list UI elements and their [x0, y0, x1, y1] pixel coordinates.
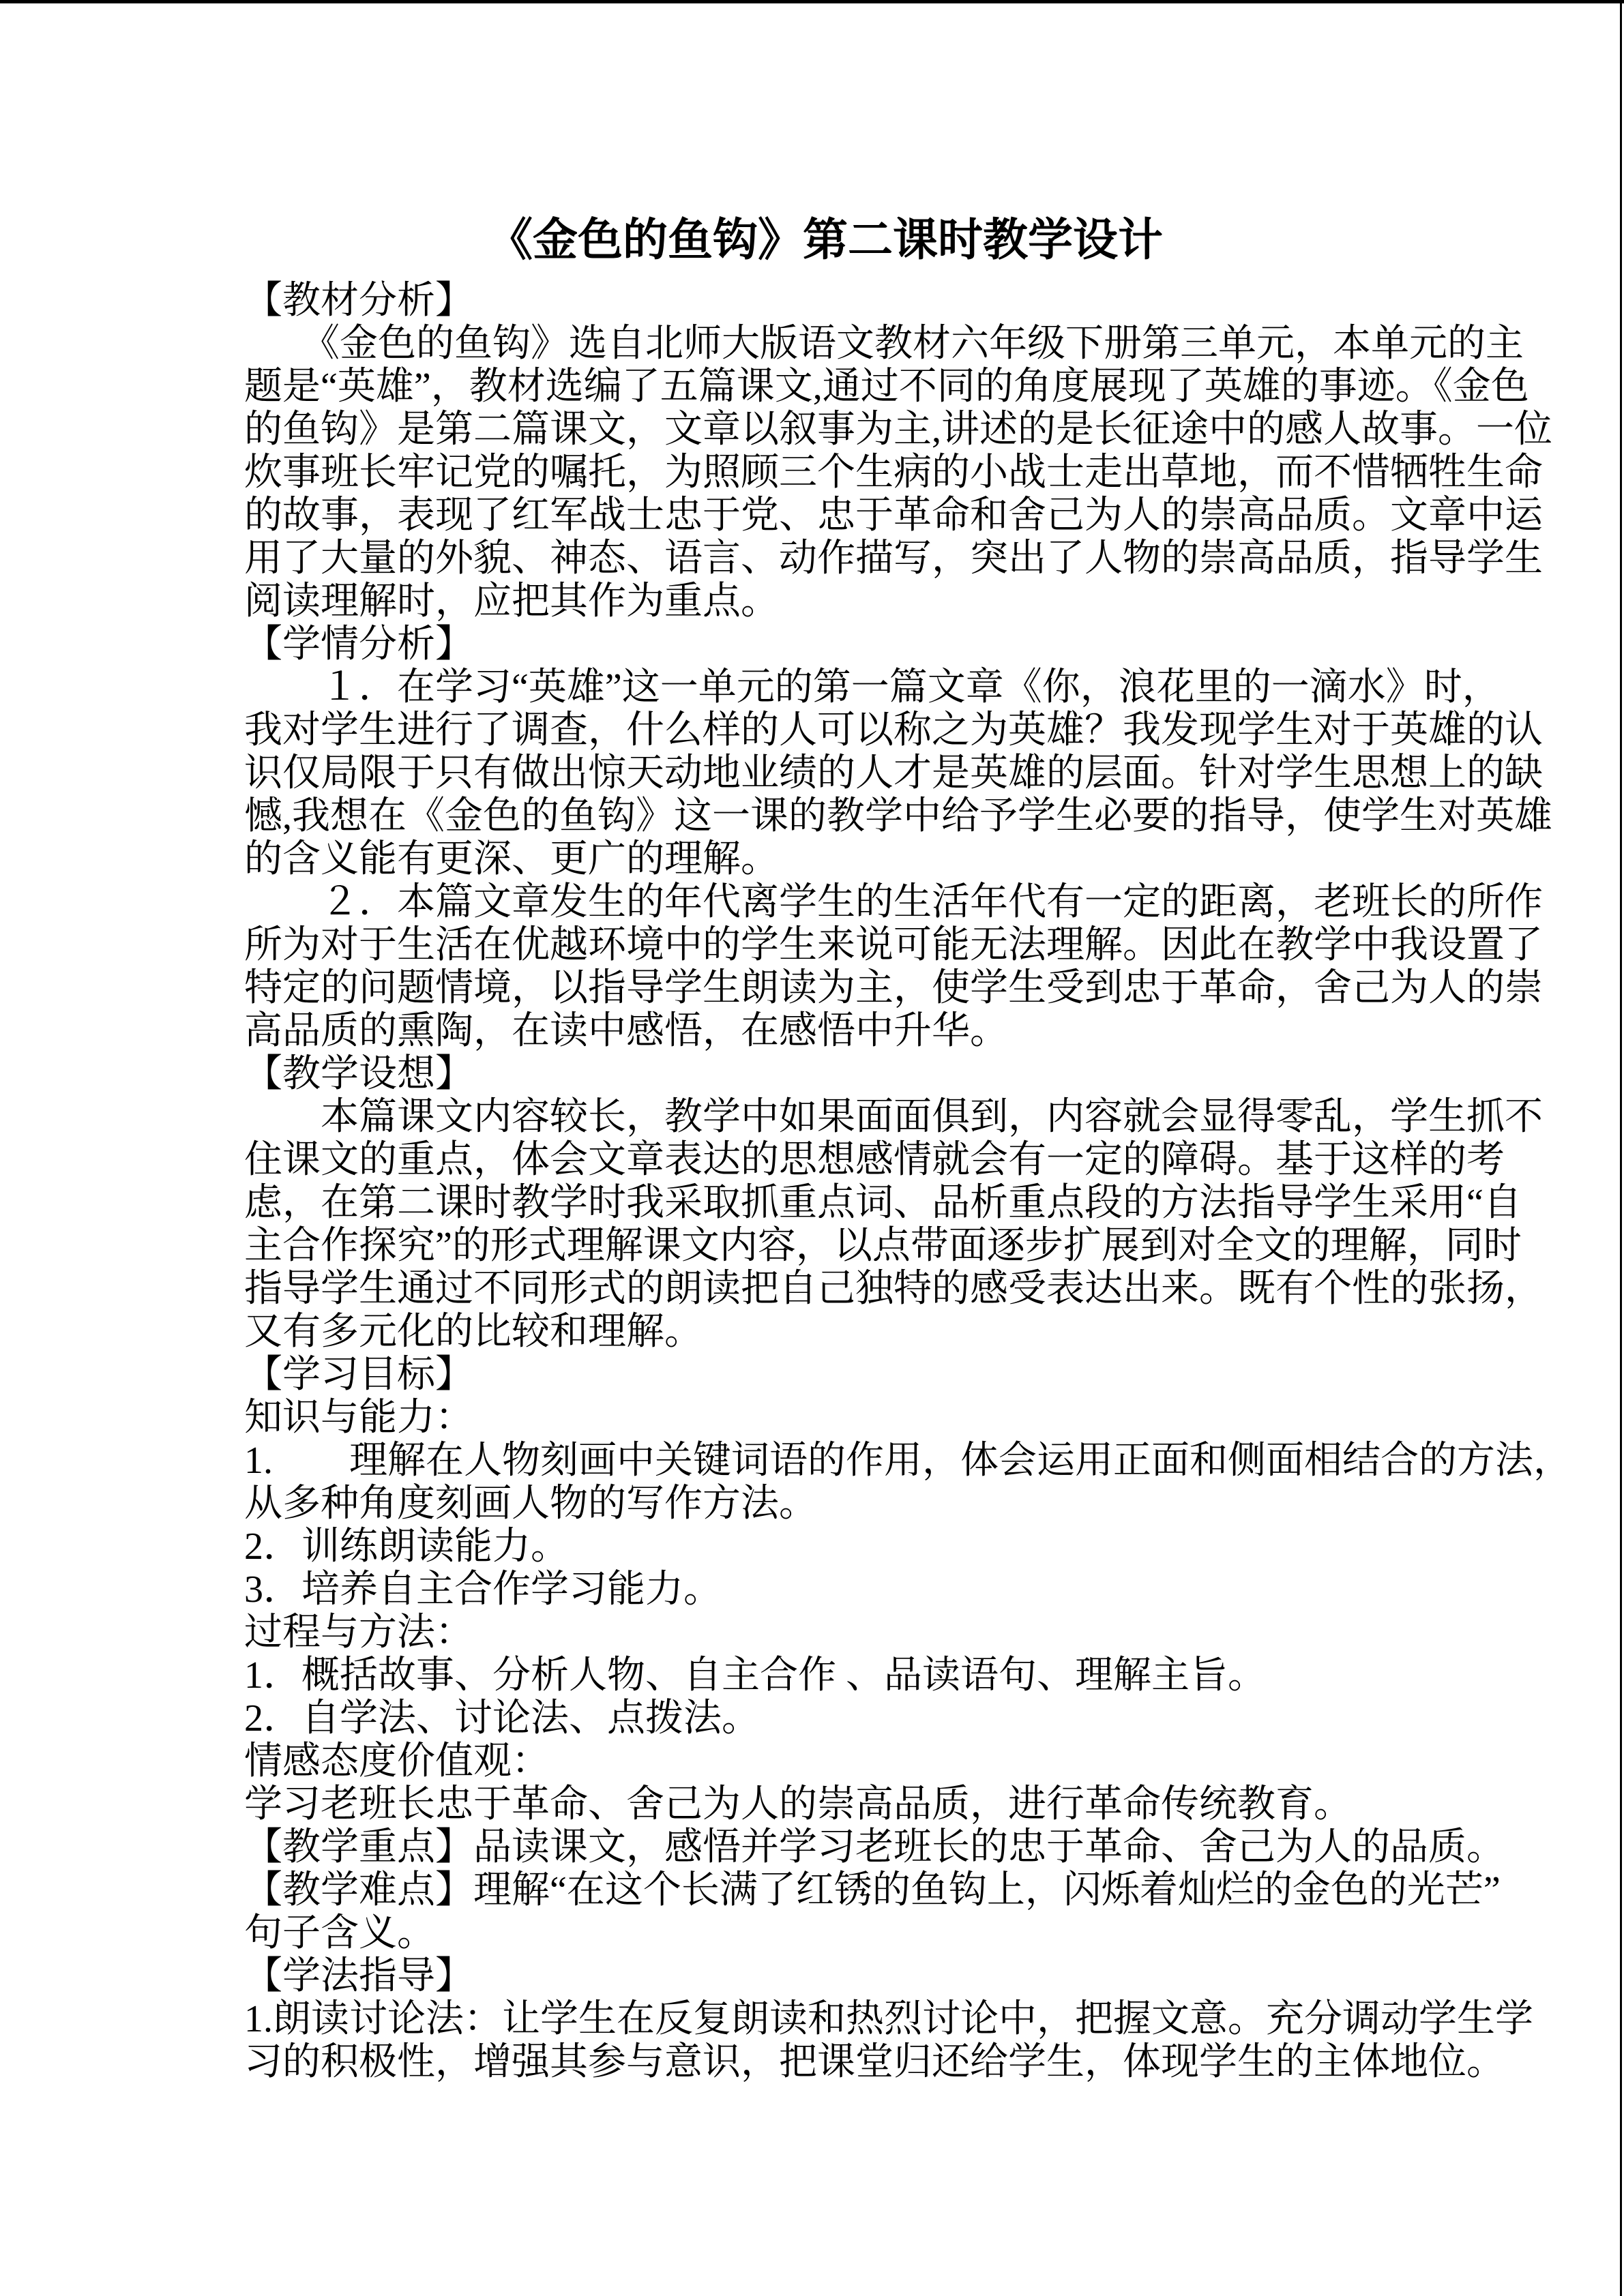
text-line: 1.朗读讨论法：让学生在反复朗读和热烈讨论中，把握文意。充分调动学生学: [244, 1998, 1533, 2040]
text-line: 【学习目标】: [244, 1354, 473, 1396]
document-title: 《金色的鱼钩》第二课时教学设计: [488, 215, 1163, 265]
text-line: 虑，在第二课时教学时我采取抓重点词、品析重点段的方法指导学生采用“自: [244, 1182, 1522, 1224]
text-line: 用了大量的外貌、神态、语言、动作描写，突出了人物的崇高品质，指导学生: [244, 537, 1543, 580]
text-line: 知识与能力：: [244, 1397, 473, 1439]
text-line: 的鱼钩》是第二篇课文，文章以叙事为主,讲述的是长征途中的感人故事。一位: [244, 408, 1552, 451]
text-line: １．在学习“英雄”这一单元的第一篇文章《你，浪花里的一滴水》时，: [244, 666, 1501, 709]
document-content: [244, 213, 1571, 2084]
text-line: 1. 理解在人物刻画中关键词语的作用，体会运用正面和侧面相结合的方法，: [244, 1440, 1571, 1482]
text-line: 的含义能有更深、更广的理解。: [244, 838, 779, 880]
text-line: 阅读理解时，应把其作为重点。: [244, 580, 779, 623]
text-line: 所为对于生活在优越环境中的学生来说可能无法理解。因此在教学中我设置了: [244, 924, 1543, 966]
text-line: 2．训练朗读能力。: [244, 1525, 569, 1568]
text-line: ２．本篇文章发生的年代离学生的生活年代有一定的距离，老班长的所作: [244, 881, 1543, 923]
text-line: 【教学难点】理解“在这个长满了红锈的鱼钩上，闪烁着灿烂的金色的光芒”: [244, 1869, 1501, 1911]
text-line: 又有多元化的比较和理解。: [244, 1311, 703, 1353]
text-line: 住课文的重点，体会文章表达的思想感情就会有一定的障碍。基于这样的考: [244, 1139, 1505, 1181]
page-right-edge: [1620, 0, 1622, 2296]
text-line: 【教学重点】品读课文，感悟并学习老班长的忠于革命、舍己为人的品质。: [244, 1826, 1505, 1868]
text-line: 主合作探究”的形式理解课文内容，以点带面逐步扩展到对全文的理解，同时: [244, 1225, 1522, 1267]
text-line: 1．概括故事、分析人物、自主合作 、品读语句、理解主旨。: [244, 1654, 1266, 1697]
text-line: 本篇课文内容较长，教学中如果面面俱到，内容就会显得零乱，学生抓不: [244, 1096, 1543, 1138]
text-line: 【学情分析】: [244, 623, 473, 666]
text-line: 学习老班长忠于革命、舍己为人的崇高品质，进行革命传统教育。: [244, 1783, 1352, 1825]
text-line: 高品质的熏陶，在读中感悟，在感悟中升华。: [244, 1010, 1008, 1052]
text-line: 句子含义。: [244, 1912, 435, 1954]
document-body: [244, 280, 1571, 2084]
text-line: 识仅局限于只有做出惊天动地业绩的人才是英雄的层面。针对学生思想上的缺: [244, 752, 1543, 794]
text-line: 习的积极性，增强其参与意识，把课堂归还给学生，体现学生的主体地位。: [244, 2041, 1505, 2083]
text-line: 【教学设想】: [244, 1053, 473, 1095]
text-line: 题是“英雄”，教材选编了五篇课文,通过不同的角度展现了英雄的事迹。《金色: [244, 366, 1529, 408]
text-line: 3．培养自主合作学习能力。: [244, 1568, 722, 1611]
text-line: 过程与方法：: [244, 1611, 473, 1654]
text-line: 【教材分析】: [244, 280, 473, 322]
text-line: 的故事，表现了红军战士忠于党、忠于革命和舍己为人的崇高品质。文章中运: [244, 494, 1543, 537]
text-line: 指导学生通过不同形式的朗读把自己独特的感受表达出来。既有个性的张扬，: [244, 1268, 1543, 1310]
text-line: 特定的问题情境，以指导学生朗读为主，使学生受到忠于革命，舍己为人的崇: [244, 967, 1543, 1009]
text-line: 【学法指导】: [244, 1955, 473, 1997]
text-line: 《金色的鱼钩》选自北师大版语文教材六年级下册第三单元，本单元的主: [244, 323, 1524, 365]
text-line: 我对学生进行了调查，什么样的人可以称之为英雄？我发现学生对于英雄的认: [244, 709, 1543, 751]
text-line: 情感态度价值观：: [244, 1740, 550, 1783]
text-line: 憾,我想在《金色的鱼钩》这一课的教学中给予学生必要的指导，使学生对英雄: [244, 795, 1552, 837]
text-line: 从多种角度刻画人物的写作方法。: [244, 1482, 817, 1525]
text-line: 炊事班长牢记党的嘱托，为照顾三个生病的小战士走出草地，而不惜牺牲生命: [244, 451, 1543, 494]
text-line: 2．自学法、讨论法、点拨法。: [244, 1697, 760, 1740]
page-top-edge: [0, 0, 1624, 3]
